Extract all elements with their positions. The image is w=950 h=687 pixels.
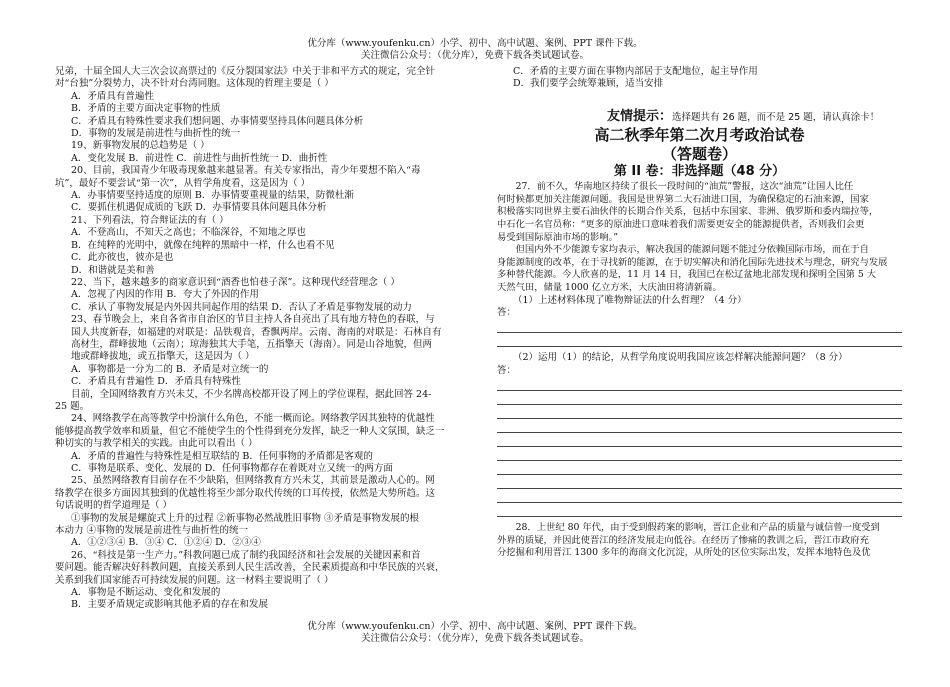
answer-line[interactable] xyxy=(497,475,902,489)
q27-sub-question-2: （2）运用（1）的结论，从哲学角度说明我国应该怎样解决能源问题？（8 分） xyxy=(513,352,848,364)
q22-options-ab: A．忽视了内因的作用 B．夸大了外因的作用 xyxy=(71,289,259,301)
q21-option-c: C．此亦彼也，彼亦是也 xyxy=(71,252,174,264)
q27-material-line: 何时候都更加关注能源问题。我国是世界第二大石油进口国，为确保稳定的石油来源，国家 xyxy=(497,193,869,205)
q28-material-line: 28．上世纪 80 年代，由于受到假药案的影响，晋江企业和产品的质量与诚信曾一度受到 xyxy=(515,522,880,534)
q27-sub-question-1: （1）上述材料体现了唯物辩证法的什么哲理？（4 分） xyxy=(513,294,747,306)
q20-options-cd: C．要抓住机遇促成质的飞跃 D．办事情要具体问题具体分析 xyxy=(71,202,327,214)
q27-material-line: 身能源制度的改革，在于寻找新的能源，在于切实解决和消化国际先进技术与理念，研究与发展 xyxy=(497,256,888,268)
answer-line[interactable] xyxy=(497,333,902,347)
q21-option-a: A．不登高山，不知天之高也；不临深谷，不知地之厚也 xyxy=(71,227,306,239)
q25-stem-line: 25、虽然网络教育目前存在不少缺陷，但网络教育方兴未艾，其前景是激动人心的。网 xyxy=(71,475,435,487)
q23-options-ab: A．事物都是一分为二的 B．矛盾是对立统一的 xyxy=(71,363,269,375)
q20-stem-line: 20、目前，我国青少年吸毒现象越来越显著。有关专家指出，青少年要想不陷入“毒 xyxy=(71,165,421,177)
q24-stem-line: 种切实的与教学相关的实践。由此可以看出（ ） xyxy=(55,438,258,450)
answer-label-1: 答： xyxy=(497,306,517,318)
answer-line[interactable] xyxy=(497,461,902,475)
answer-label-2: 答： xyxy=(497,364,517,376)
page-footer xyxy=(0,621,950,645)
answer-line[interactable] xyxy=(497,391,902,405)
q24-options-ab: A．矛盾的普遍性与特殊性是相互联结的 B．任何事物的矛盾都是客观的 xyxy=(71,450,373,462)
answer-line[interactable] xyxy=(497,433,902,447)
q22-options-cd: C．承认了事物发展是内外因共同起作用的结果 D．否认了矛盾是事物发展的动力 xyxy=(71,301,412,313)
header-line-1: 优分库（www.youfenku.cn）小学、初中、高中试题、案例、PPT 课件下载。 xyxy=(307,38,643,49)
q23-stem-line: 国人共度新春，如福建的对联是：品铁观音，香飘两岸。云南、海南的对联是：石林自有 xyxy=(71,326,442,338)
q27-material-line: 27．前不久，华南地区持续了很长一段时间的“油荒”警报，这次“油荒”让国人比任 xyxy=(515,181,854,193)
q20-stem-line: 坑”，最好不要尝试“第一次”，从哲学角度看，这是因为（ ） xyxy=(55,177,311,189)
q25-stem-line: 络教学在很多方面因其独到的优越性将至少部分取代传统的口耳传授，依然是大势所趋。这 xyxy=(55,487,436,499)
q18-stem-line: 对“台独”分裂势力，决不针对台湾同胞。这体现的哲理主要是（ ） xyxy=(55,78,334,90)
q18-option-c: C．矛盾具有特殊性要求我们想问题、办事情要坚持具体问题具体分析 xyxy=(71,115,364,127)
q27-material-line: 积极落实同世界主要石油伙伴的长期合作关系，包括中东国家、非洲、俄罗斯和委内瑞拉等， xyxy=(497,206,879,218)
q22-stem: 22、当下，越来越多的商家意识到“酒香也怕巷子深”。这种现代经营理念（ ） xyxy=(71,276,400,288)
q26-option-a: A．事物是不断运动、变化和发展的 xyxy=(71,587,221,599)
q21-option-d: D．和谐就是美和善 xyxy=(71,264,155,276)
right-column xyxy=(497,66,902,560)
tip-label: 友情提示： xyxy=(607,108,673,124)
q27-material-line: 天然气田，储量 1000 亿立方米，大庆油田将清新篇。 xyxy=(497,281,722,293)
q18-option-b: B．矛盾的主要方面决定事物的性质 xyxy=(71,103,221,115)
q21-stem: 21、下列看法，符合辩证法的有（ ） xyxy=(71,214,229,226)
header-line-2: 关注微信公众号：（优分库），免费下载各类试题试卷。 xyxy=(360,50,589,61)
footer-line-2: 关注微信公众号：（优分库），免费下载各类试题试卷。 xyxy=(360,633,589,644)
q28-material-line: 分挖掘和利用晋江 1300 多年的海商文化沉淀，从所处的区位实际出发，发挥本地特色及优 xyxy=(497,547,871,559)
q26-stem-line: 关系到我们国家能否可持续发展的问题。这一材料主要说明了（ ） xyxy=(55,574,334,586)
q28-material-line: 外界的质疑，并因此使晋江的经济发展走向低谷。在经历了惨痛的教训之后，晋江市政府充 xyxy=(497,534,869,546)
answer-line[interactable] xyxy=(497,447,902,461)
answer-line[interactable] xyxy=(497,503,902,517)
q25-statements: 本动力 ④事物的发展是前进性与曲折性的统一 xyxy=(55,525,249,537)
answer-line[interactable] xyxy=(497,489,902,503)
q25-options: A．①②③④ B．③④ C．①②④ D．②③④ xyxy=(71,537,261,549)
answer-line[interactable] xyxy=(497,405,902,419)
tip-text: 选择题共有 26 题，而不是 25 题，请认真涂卡！ xyxy=(672,111,880,123)
q25-statements: ①事物的发展是螺旋式上升的过程 ②新事物必然战胜旧事物 ③矛盾是事物发展的根 xyxy=(71,512,420,524)
q23-stem-line: 地或群峰拔地，或五指擎天，这是因为（ ） xyxy=(71,351,255,363)
q26-option-d: D．我们要学会统筹兼顾，适当安排 xyxy=(513,78,664,90)
q20-options-ab: A．办事情要坚持适度的原则 B．办事情要重视量的结果，防微杜渐 xyxy=(71,190,354,202)
friendly-tip xyxy=(497,108,902,124)
q23-stem-line: 23、春节晚会上，来自各省市自治区的节目主持人各自亮出了具有地方特色的春联，与 xyxy=(71,314,435,326)
q18-stem-line: 兄弟，十届全国人大三次会议高票过的《反分裂国家法》中关于非和平方式的规定，完全针 xyxy=(55,66,436,77)
q27-material-line: 中石化一名官员称：“更多的原油进口意味着我们需要更安全的能源提供者，否则我们会更 xyxy=(497,219,865,230)
material-note: 目前，全国网络教育方兴未艾，不少名牌高校都开设了网上的学位课程，据此回答 24- xyxy=(71,388,432,400)
exam-title: 高二秋季年第二次月考政治试卷 xyxy=(594,126,805,145)
q26-option-c: C．矛盾的主要方面在事物内部居于支配地位，起主导作用 xyxy=(513,66,758,77)
q27-material-line: 多种替代能源。今人欣喜的是，11 月 14 日，我国已在松辽盆地北部发现和探明全国第 5 大 xyxy=(497,269,877,281)
footer-line-1: 优分库（www.youfenku.cn）小学、初中、高中试题、案例、PPT 课件下载。 xyxy=(307,621,643,632)
answer-line[interactable] xyxy=(497,377,902,391)
page-header xyxy=(0,38,950,62)
q26-stem-line: 26、“科技是第一生产力。”科教问题已成了制约我国经济和社会发展的关键因素和首 xyxy=(71,549,421,561)
q25-stem-line: 句话说明的哲学道理是（ ） xyxy=(55,500,173,512)
q21-option-b: B．在纯粹的光明中，就像在纯粹的黑暗中一样，什么也看不见 xyxy=(71,239,335,251)
q19-options: A．变化发展 B．前进性 C．前进性与曲折性统一 D．曲折性 xyxy=(71,152,328,164)
q18-option-d: D．事物的发展是前进性与曲折性的统一 xyxy=(71,128,241,140)
q19-stem: 19、新事物发展的总趋势是（ ） xyxy=(71,140,210,152)
q18-option-a: A．矛盾具有普遍性 xyxy=(71,90,154,102)
q27-material-line: 但国内外不少能源专家均表示，解决我国的能源问题不能过分依赖国际市场，而在于自 xyxy=(515,244,869,256)
q24-stem-line: 24、网络教学在高等教学中扮演什么角色，不能一概而论。网络教学因其独特的优越性 xyxy=(71,413,435,425)
exam-subtitle: （答题卷） xyxy=(661,145,737,164)
section-title: 第 II 卷：非选择题（48 分） xyxy=(613,164,786,180)
q24-stem-line: 能够提高教学效率和质量，但它不能使学生的个性得到充分发挥，缺乏一种人文氛围，缺乏一 xyxy=(55,425,445,437)
answer-line[interactable] xyxy=(497,419,902,433)
left-column xyxy=(55,66,465,612)
q26-option-b: B．主要矛盾规定或影响其他矛盾的存在和发展 xyxy=(71,599,268,611)
material-note: 25 题。 xyxy=(55,400,90,412)
q23-stem-line: 高材生，群峰拔地（云南）；琼海独其大手笔，五指擎天（海南）。同是山谷地貌，但两 xyxy=(71,338,433,350)
q26-stem-line: 要问题。能否解决好科教问题，直接关系到人民生活改善，全民素质提高和中华民族的兴衰， xyxy=(55,562,445,574)
answer-line[interactable] xyxy=(497,319,902,333)
q24-options-cd: C．事物是联系、变化、发展的 D．任何事物都存在着既对立又统一的两方面 xyxy=(71,463,393,474)
q27-material-line: 易受到国际原油市场的影响。” xyxy=(497,231,618,243)
q23-options-cd: C．矛盾具有普遍性 D．矛盾具有特殊性 xyxy=(71,376,241,388)
